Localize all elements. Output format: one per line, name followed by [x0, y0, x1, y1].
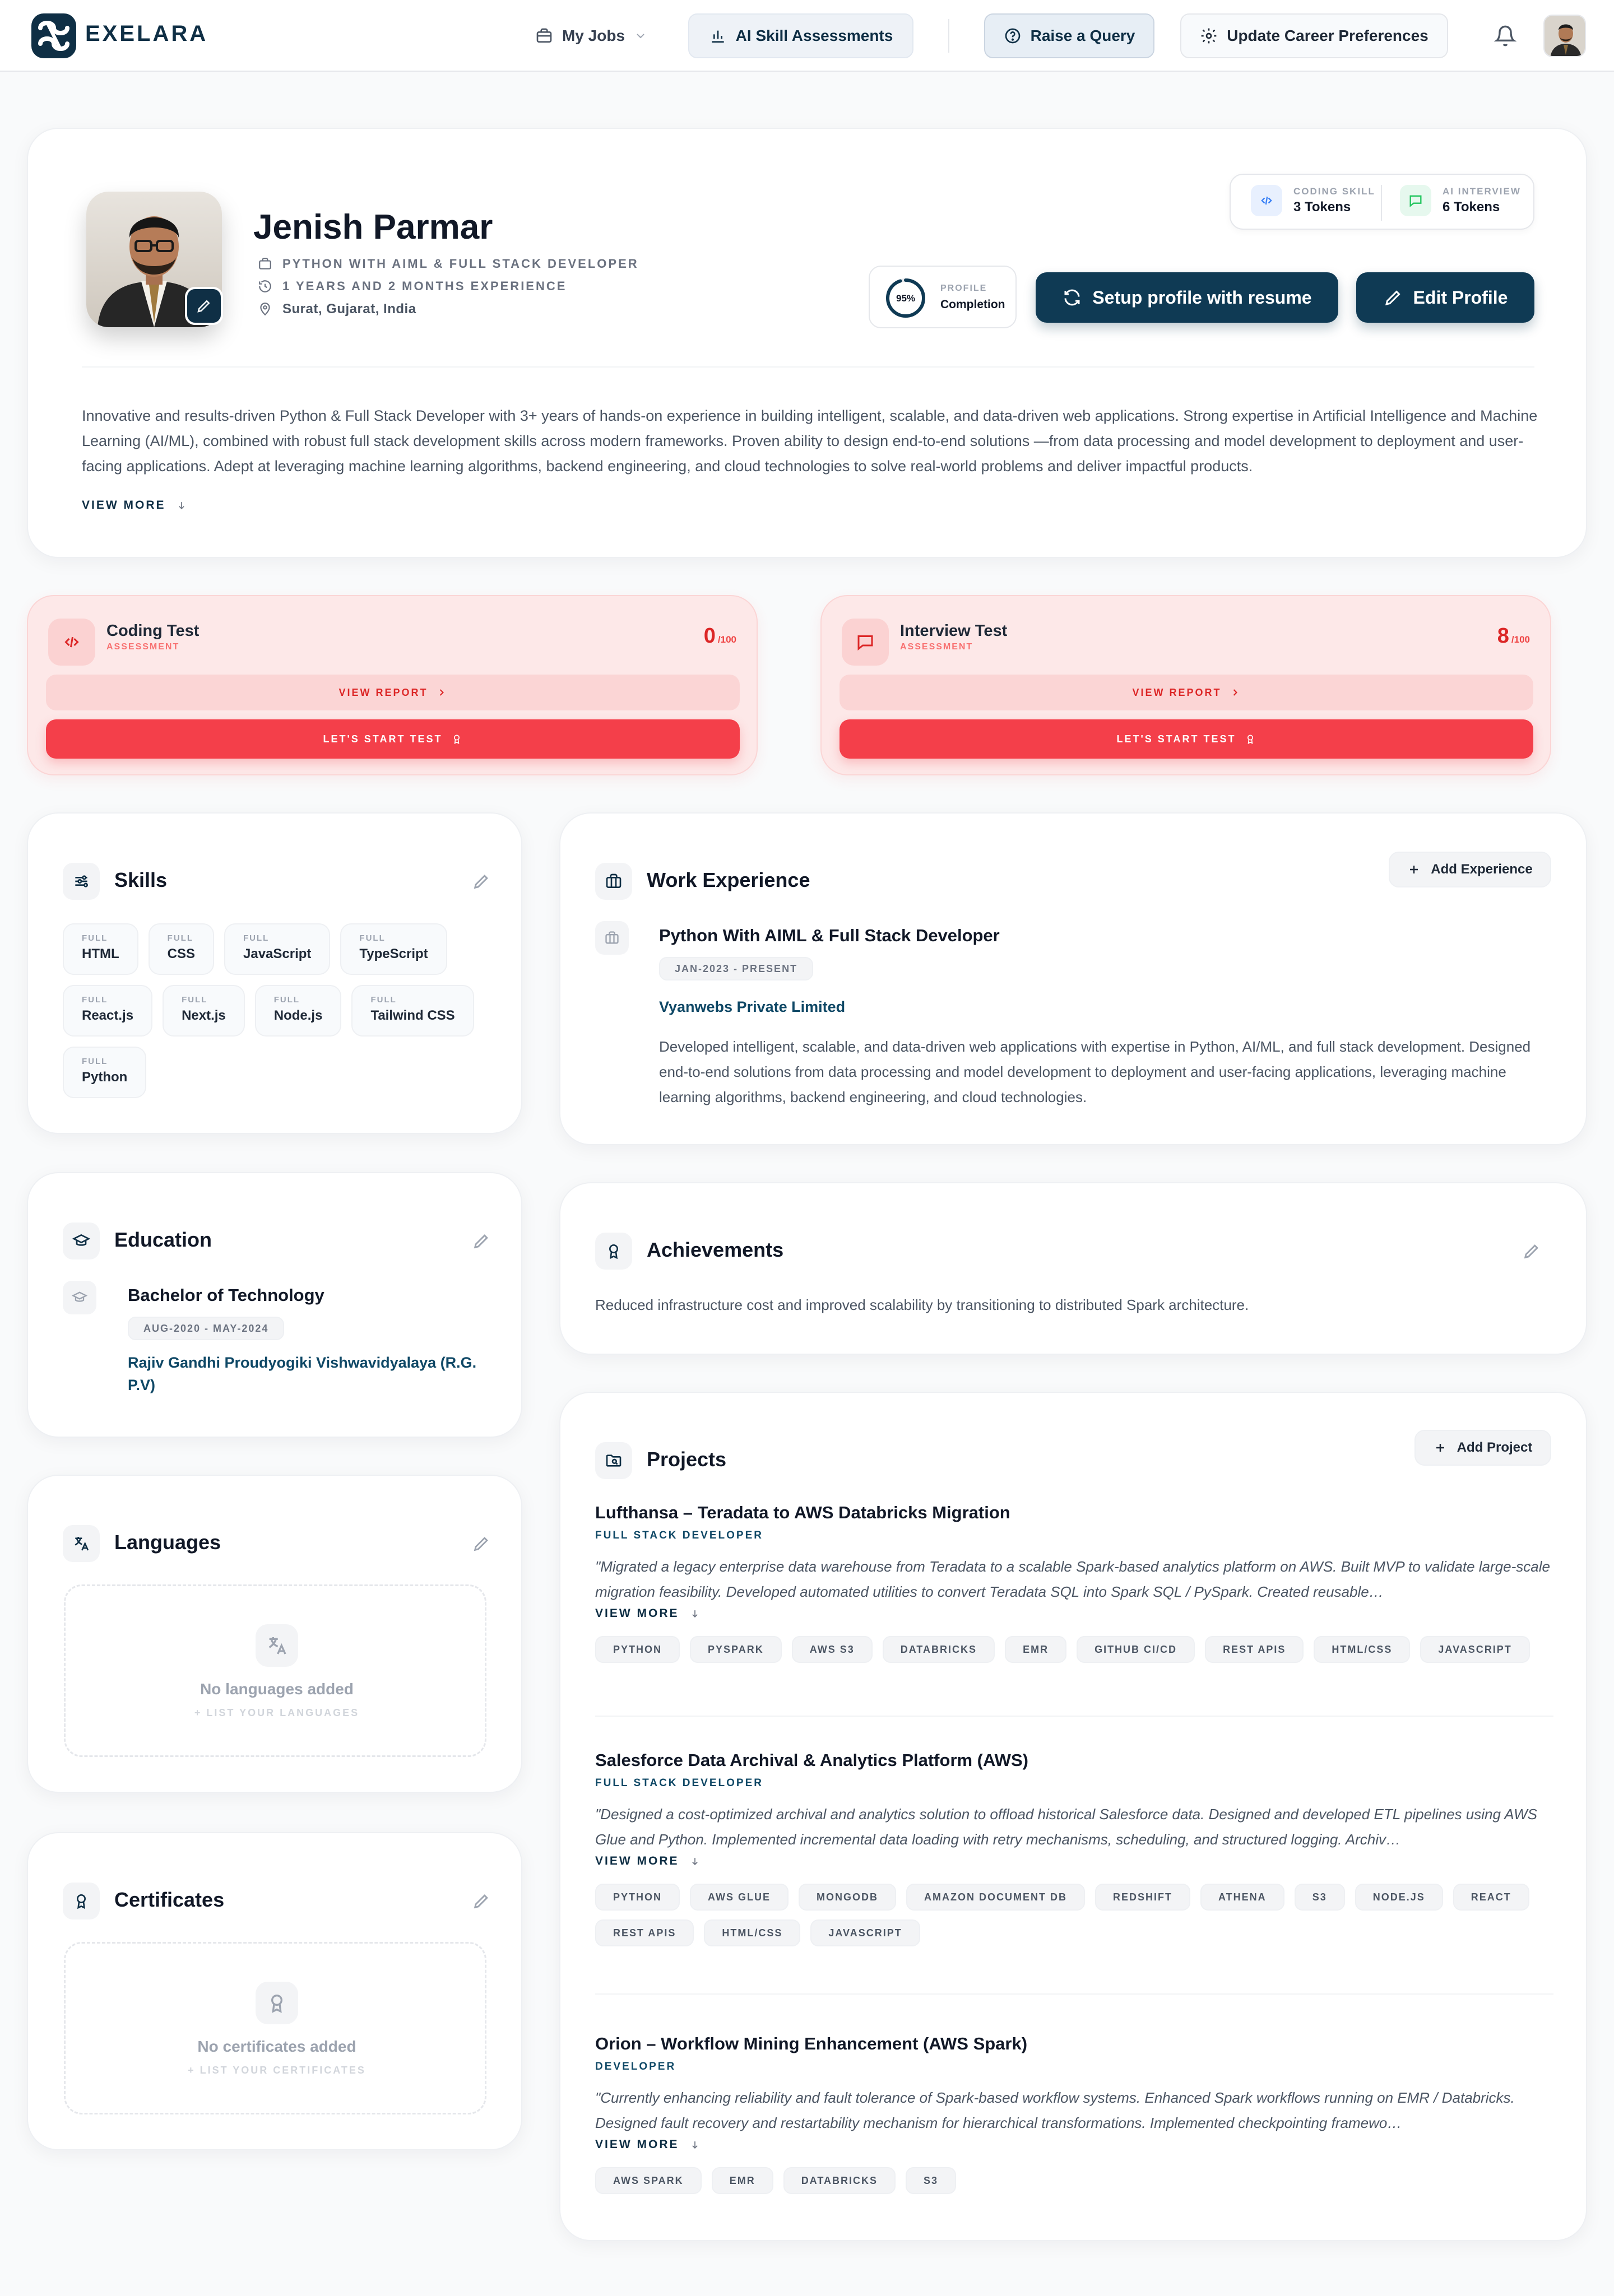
certificates-add-link[interactable]: + LIST YOUR CERTIFICATES	[188, 2065, 366, 2076]
coding-token-label: CODING SKILL	[1293, 186, 1375, 197]
profile-role	[258, 257, 639, 271]
project-role: FULL STACK DEVELOPER	[595, 1777, 763, 1789]
project-title: Salesforce Data Archival & Analytics Platform (AWS)	[595, 1750, 1028, 1770]
skill-chip	[224, 923, 330, 975]
pencil-icon	[472, 1534, 491, 1553]
award-icon	[256, 1982, 298, 2024]
tech-tag: ATHENA	[1200, 1884, 1284, 1911]
briefcase-icon	[595, 863, 632, 900]
job-company: Vyanwebs Private Limited	[659, 998, 846, 1015]
education-school: Rajiv Gandhi Proudyogiki Vishwavidyalaya (R.G. P.V)	[128, 1354, 477, 1393]
interview-token-value: 6 Tokens	[1443, 199, 1500, 215]
tech-tag: MONGODB	[799, 1884, 896, 1911]
coding-view-report-button[interactable]	[46, 675, 740, 710]
interview-view-report-button[interactable]	[840, 675, 1533, 710]
project-view-more-button[interactable]	[595, 2138, 1553, 2151]
pencil-icon	[1522, 1242, 1541, 1261]
setup-profile-with-resume-button[interactable]	[1036, 272, 1338, 323]
interview-score-value: 8	[1497, 624, 1509, 648]
add-experience-label: Add Experience	[1431, 862, 1533, 877]
skills-list	[63, 923, 494, 1098]
interview-test-title: Interview Test	[900, 622, 1008, 640]
education-dates: AUG-2020 - MAY-2024	[128, 1317, 284, 1340]
profile-experience-text: 1 YEARS AND 2 MONTHS EXPERIENCE	[282, 279, 567, 293]
languages-add-link[interactable]: + LIST YOUR LANGUAGES	[194, 1707, 360, 1718]
skill-level: FULL	[243, 933, 270, 943]
coding-skill-tokens	[1251, 185, 1375, 216]
coding-score-max: /100	[717, 634, 736, 645]
project-item	[595, 1503, 1553, 1663]
project-title: Lufthansa – Teradata to AWS Databricks Migration	[595, 1503, 1010, 1522]
nav-my-jobs[interactable]	[527, 13, 656, 58]
skill-name: Tailwind CSS	[370, 1008, 455, 1023]
skill-chip	[63, 923, 138, 975]
pencil-icon	[196, 298, 212, 314]
chevron-right-icon	[1230, 687, 1241, 698]
edit-education-button[interactable]	[467, 1227, 495, 1255]
refresh-icon	[1062, 287, 1082, 308]
tech-tag: HTML/CSS	[1314, 1636, 1410, 1663]
profile-location	[258, 301, 416, 317]
tech-tag: REDSHIFT	[1095, 1884, 1190, 1911]
skill-chip	[149, 923, 214, 975]
job-description: Developed intelligent, scalable, and data-driven web applications with expertise in Python, AI/ML, and full stack development. Designed end-to-end solutions from data processing and model development to deployment and user-facing applications, leveraging machine learning algorithms, backend engineering, and cloud technologies.	[659, 1038, 1531, 1105]
education-title: Education	[114, 1228, 212, 1251]
tech-tag: NODE.JS	[1355, 1884, 1443, 1911]
briefcase-icon	[595, 921, 629, 955]
view-report-label: VIEW REPORT	[338, 686, 428, 698]
certificates-title: Certificates	[114, 1888, 225, 1911]
skill-level: FULL	[82, 995, 108, 1005]
pencil-icon	[1383, 287, 1403, 308]
profile-divider	[82, 366, 1534, 368]
award-icon	[595, 1233, 632, 1270]
skill-name: Python	[82, 1070, 128, 1085]
tech-tag: DATABRICKS	[883, 1636, 995, 1663]
view-more-label: VIEW MORE	[595, 1855, 679, 1867]
skill-level: FULL	[82, 1057, 108, 1066]
tech-tag: REST APIS	[1205, 1636, 1304, 1663]
skill-level: FULL	[359, 933, 386, 943]
tech-tag: AWS S3	[792, 1636, 873, 1663]
projects-card	[559, 1392, 1587, 2241]
coding-token-value: 3 Tokens	[1293, 199, 1351, 215]
project-item	[595, 1750, 1553, 1946]
tech-tag: S3	[906, 2167, 956, 2194]
languages-title: Languages	[114, 1531, 221, 1554]
skill-name: CSS	[167, 946, 196, 961]
edit-profile-label: Edit Profile	[1413, 287, 1508, 308]
add-project-button[interactable]	[1414, 1430, 1551, 1466]
tech-tag: DATABRICKS	[783, 2167, 896, 2194]
nav-ai-skill-assessments[interactable]	[688, 13, 913, 58]
interview-token-label: AI INTERVIEW	[1443, 186, 1521, 197]
folder-search-icon	[595, 1442, 632, 1479]
arrow-down-icon	[176, 500, 187, 511]
arrow-down-icon	[689, 1608, 701, 1619]
skill-name: JavaScript	[243, 946, 312, 961]
start-test-label: LET'S START TEST	[323, 733, 443, 745]
raise-query-button[interactable]	[984, 13, 1154, 58]
profile-name: Jenish Parmar	[253, 208, 493, 247]
coding-test-score	[704, 624, 736, 648]
skill-name: Node.js	[273, 1008, 323, 1023]
graduation-cap-icon	[63, 1223, 100, 1259]
start-test-label: LET'S START TEST	[1116, 733, 1236, 745]
tech-tag: EMR	[1005, 1636, 1066, 1663]
project-divider	[595, 1716, 1553, 1717]
project-description: "Designed a cost-optimized archival and analytics solution to offload historical Salesforce data. Designed and developed ETL pipelines using AWS Glue and Python. Implemented incremental data loading with retry mechanisms, scheduling, and structured logging. Archiv…	[595, 1806, 1537, 1848]
view-report-label: VIEW REPORT	[1132, 686, 1222, 698]
coding-start-test-button[interactable]	[46, 719, 740, 759]
skill-chip	[163, 985, 245, 1037]
achievements-title: Achievements	[647, 1238, 784, 1261]
translate-icon	[256, 1624, 298, 1667]
skill-level: FULL	[167, 933, 193, 943]
completion-percent: 95%	[896, 293, 916, 304]
languages-card	[27, 1475, 522, 1793]
skill-name: TypeScript	[359, 946, 428, 961]
award-icon	[451, 733, 462, 745]
skill-level: FULL	[82, 933, 108, 943]
skill-name: HTML	[82, 946, 119, 961]
skill-level: FULL	[370, 995, 397, 1005]
pencil-icon	[472, 872, 491, 891]
skill-level: FULL	[273, 995, 300, 1005]
add-project-label: Add Project	[1457, 1440, 1533, 1455]
view-more-label: VIEW MORE	[595, 2138, 679, 2151]
coding-test-title: Coding Test	[106, 622, 200, 640]
project-tags	[595, 2167, 1553, 2194]
education-card	[27, 1172, 522, 1438]
edit-skills-button[interactable]	[467, 867, 495, 895]
project-description: "Migrated a legacy enterprise data warehouse from Teradata to a scalable Spark-based analytics platform on AWS. Built MVP to validate large-scale migration feasibility. Developed automated utilities to convert Teradata SQL into Spark SQL / PySpark. Created reusable…	[595, 1558, 1550, 1600]
interview-test-score	[1497, 624, 1530, 648]
bar-chart-icon	[709, 27, 727, 45]
plus-icon	[1407, 863, 1421, 876]
project-divider	[595, 1993, 1553, 1995]
project-role: FULL STACK DEVELOPER	[595, 1530, 763, 1541]
certificates-empty-state[interactable]	[64, 1942, 486, 2114]
completion-label: PROFILE	[940, 283, 987, 293]
gear-icon	[1200, 27, 1218, 45]
help-circle-icon	[1004, 27, 1022, 45]
token-divider	[1381, 185, 1382, 221]
skill-chip	[63, 985, 152, 1037]
tech-tag: REACT	[1453, 1884, 1529, 1911]
code-icon	[48, 619, 95, 666]
job-dates: JAN-2023 - PRESENT	[659, 957, 813, 980]
education-degree: Bachelor of Technology	[128, 1285, 324, 1305]
brand-name[interactable]: EXELARA	[85, 21, 208, 46]
profile-bio: Innovative and results-driven Python & Full Stack Developer with 3+ years of hands-on experience in building intelligent, scalable, and data-driven web applications. Strong expertise in Artificial Intelligence and Machine Learning (AI/ML), combined with robust full stack development skills across modern frameworks. Proven ability to design end-to-end solutions —from data processing and model development to deployment and user-facing applications. Adept at leveraging machine learning algorithms, backend engineering, and cloud technologies to solve real-world problems and deliver impactful products.	[82, 407, 1538, 475]
tech-tag: PYSPARK	[690, 1636, 782, 1663]
tech-tag: PYTHON	[595, 1636, 680, 1663]
edit-achievements-button[interactable]	[1518, 1237, 1546, 1265]
languages-empty-state[interactable]	[64, 1584, 486, 1757]
skill-chip	[351, 985, 474, 1037]
view-more-label: VIEW MORE	[595, 1607, 679, 1620]
interview-test-subtitle: ASSESSMENT	[900, 642, 973, 652]
tech-tag: S3	[1295, 1884, 1345, 1911]
raise-query-label: Raise a Query	[1030, 27, 1135, 44]
interview-start-test-button[interactable]	[840, 719, 1533, 759]
tech-tag: REST APIS	[595, 1919, 694, 1946]
skill-chip	[340, 923, 447, 975]
profile-role-text: PYTHON WITH AIML & FULL STACK DEVELOPER	[282, 257, 639, 271]
project-item	[595, 2034, 1553, 2194]
chevron-right-icon	[436, 687, 447, 698]
tech-tag: AWS GLUE	[690, 1884, 789, 1911]
update-career-preferences-button[interactable]	[1180, 13, 1448, 58]
translate-icon	[63, 1525, 100, 1562]
project-view-more-button[interactable]	[595, 1855, 1553, 1868]
ai-interview-tokens	[1400, 185, 1521, 216]
map-pin-icon	[258, 302, 272, 317]
edit-photo-button[interactable]	[185, 287, 223, 325]
skill-level: FULL	[182, 995, 208, 1005]
skill-name: React.js	[82, 1008, 134, 1023]
user-avatar[interactable]	[1543, 15, 1586, 57]
tech-tag: JAVASCRIPT	[1420, 1636, 1529, 1663]
history-icon	[258, 279, 272, 294]
nav-divider	[948, 19, 949, 53]
completion-ring	[884, 277, 927, 319]
tech-tag: AWS SPARK	[595, 2167, 702, 2194]
code-icon	[1251, 185, 1282, 216]
career-prefs-label: Update Career Preferences	[1227, 27, 1429, 44]
profile-card	[27, 128, 1587, 558]
achievement-text: Reduced infrastructure cost and improved scalability by transitioning to distributed Spark architecture.	[595, 1296, 1249, 1313]
job-title: Python With AIML & Full Stack Developer	[659, 926, 1000, 945]
skills-title: Skills	[114, 868, 168, 891]
award-icon	[63, 1883, 100, 1919]
tech-tag: JAVASCRIPT	[810, 1919, 920, 1946]
interview-test-card	[820, 595, 1551, 775]
pencil-icon	[472, 1891, 491, 1911]
edit-languages-button[interactable]	[467, 1530, 495, 1558]
certificates-card	[27, 1832, 522, 2150]
skills-card	[27, 812, 522, 1134]
project-title: Orion – Workflow Mining Enhancement (AWS Spark)	[595, 2034, 1028, 2053]
coding-test-card	[27, 595, 758, 775]
projects-title: Projects	[647, 1448, 727, 1471]
achievements-card	[559, 1182, 1587, 1355]
project-view-more-button[interactable]	[595, 1607, 1553, 1620]
project-tags	[595, 1884, 1553, 1946]
sliders-icon	[63, 863, 100, 900]
chat-icon	[1400, 185, 1431, 216]
award-icon	[1245, 733, 1256, 745]
tech-tag: HTML/CSS	[704, 1919, 800, 1946]
tech-tag: AMAZON DOCUMENT DB	[906, 1884, 1085, 1911]
bell-icon[interactable]	[1494, 25, 1516, 47]
project-tags	[595, 1636, 1553, 1663]
arrow-down-icon	[689, 2139, 701, 2150]
profile-experience	[258, 279, 567, 294]
token-balance	[1230, 174, 1534, 230]
project-description: "Currently enhancing reliability and fault tolerance of Spark-based workflow systems. Enhanced Spark workflows running on EMR / Databricks. Designed fault recovery and restartability mechanism for hierarchical transformations. Implemented checkpointing framewo…	[595, 2089, 1515, 2131]
skill-name: Next.js	[182, 1008, 226, 1023]
coding-score-value: 0	[703, 624, 716, 648]
setup-profile-label: Setup profile with resume	[1092, 287, 1312, 308]
project-role: DEVELOPER	[595, 2061, 676, 2072]
completion-value: Completion	[940, 298, 1005, 311]
briefcase-icon	[258, 257, 272, 271]
exelara-logo-icon[interactable]	[29, 11, 78, 61]
chat-icon	[842, 619, 889, 666]
tech-tag: EMR	[712, 2167, 773, 2194]
profile-completion	[869, 266, 1017, 328]
work-experience-card	[559, 812, 1587, 1145]
certificates-empty-title: No certificates added	[197, 2038, 356, 2055]
coding-test-subtitle: ASSESSMENT	[106, 642, 180, 652]
nav-ai-label: AI Skill Assessments	[735, 27, 893, 44]
skill-chip	[255, 985, 342, 1037]
pencil-icon	[472, 1231, 491, 1251]
languages-empty-title: No languages added	[200, 1680, 354, 1698]
graduation-cap-icon	[63, 1281, 96, 1314]
work-experience-title: Work Experience	[647, 868, 810, 891]
profile-location-text: Surat, Gujarat, India	[282, 301, 416, 317]
bio-view-more-button[interactable]	[82, 499, 187, 512]
tech-tag: GITHUB CI/CD	[1077, 1636, 1195, 1663]
edit-certificates-button[interactable]	[467, 1887, 495, 1915]
plus-icon	[1434, 1441, 1447, 1454]
interview-score-max: /100	[1511, 634, 1530, 645]
nav-my-jobs-label: My Jobs	[562, 27, 625, 44]
view-more-label: VIEW MORE	[82, 499, 166, 512]
chevron-down-icon	[634, 29, 647, 43]
tech-tag: PYTHON	[595, 1884, 680, 1911]
add-experience-button[interactable]	[1389, 852, 1551, 887]
skill-chip	[63, 1047, 146, 1098]
briefcase-icon	[535, 27, 553, 45]
edit-profile-button[interactable]	[1356, 272, 1534, 323]
top-navbar	[0, 0, 1614, 72]
arrow-down-icon	[689, 1856, 701, 1867]
